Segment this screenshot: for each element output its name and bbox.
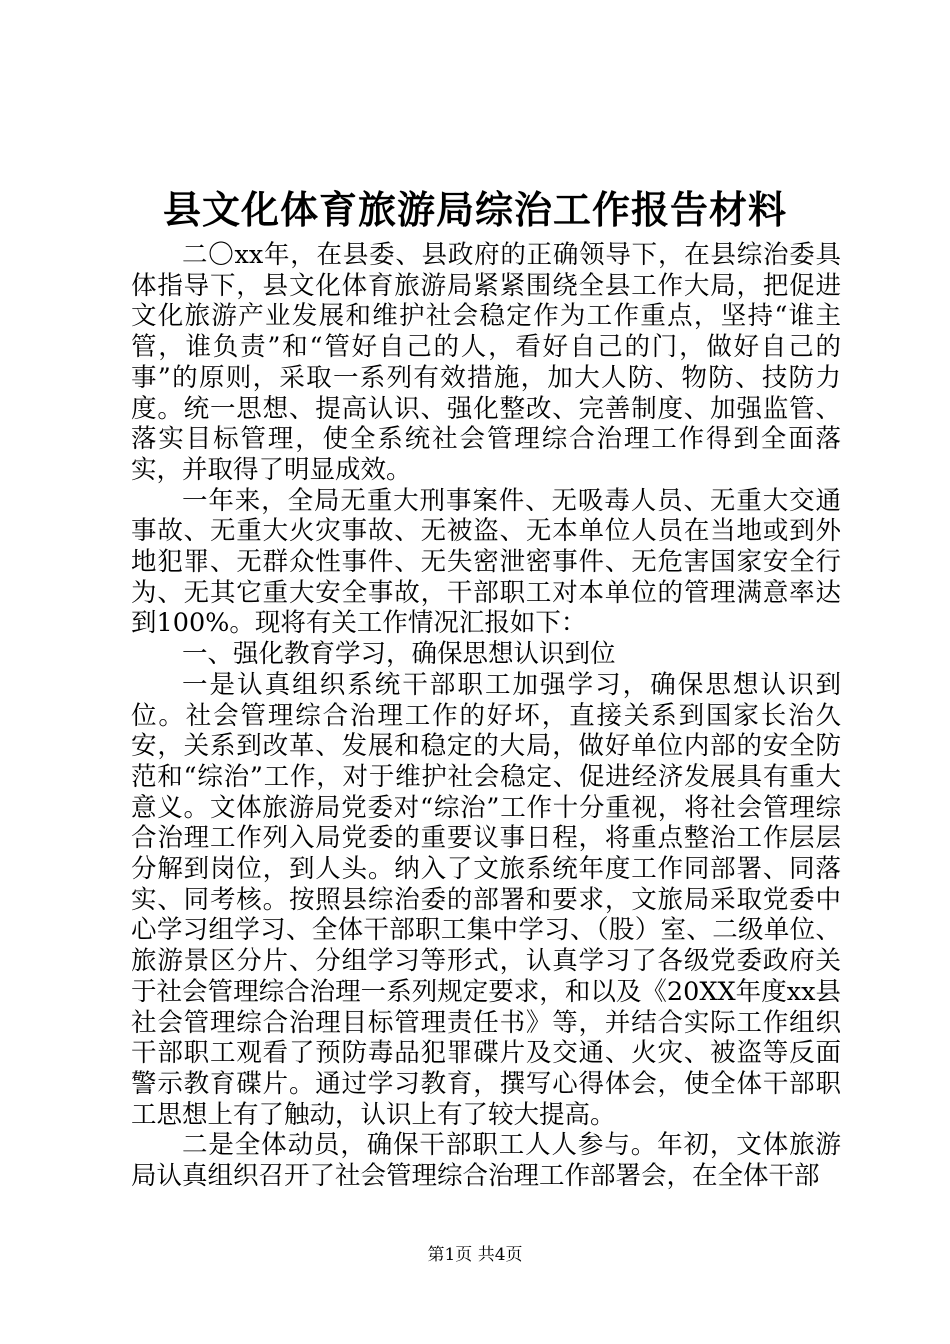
document-body (131, 240, 841, 1192)
document-title: 县文化体育旅游局综治工作报告材料 (162, 187, 787, 232)
page-footer: 第1页 共4页 (427, 1245, 523, 1265)
paragraph-point-one: 一是认真组织系统干部职工加强学习，确保思想认识到位。社会管理综合治理工作的好坏，直接关系到国家长治久安，关系到改革、发展和稳定的大局，做好单位内部的安全防范和“综治”工作，对于维护社会稳定、促进经济发展具有重大意义。文体旅游局党委对“综治”工作十分重视，将社会管理综合治理工作列入局党委的重要议事日程，将重点整治工作层层分解到岗位，到人头。纳入了文旅系统年度工作同部署、同落实、同考核。按照县综治委的部署和要求，文旅局采取党委中心学习组学习、全体干部职工集中学习、（股）室、二级单位、旅游景区分片、分组学习等形式，认真学习了各级党委政府关于社会管理综合治理一系列规定要求，和以及《20XX年度xx县社会管理综合治理目标管理责任书》等，并结合实际工作组织干部职工观看了预防毒品犯罪碟片及交通、火灾、被盗等反面警示教育碟片。通过学习教育，撰写心得体会，使全体干部职工思想上有了触动，认识上有了较大提高。 (131, 669, 841, 1130)
paragraph-point-two: 二是全体动员，确保干部职工人人参与。年初，文体旅游局认真组织召开了社会管理综合治理工作部署会，在全体干部 (131, 1130, 841, 1192)
paragraph-summary: 一年来，全局无重大刑事案件、无吸毒人员、无重大交通事故、无重大火灾事故、无被盗、无本单位人员在当地或到外地犯罪、无群众性事件、无失密泄密事件、无危害国家安全行为、无其它重大安全事故，干部职工对本单位的管理满意率达到100%。现将有关工作情况汇报如下： (131, 485, 841, 639)
section-heading: 一、强化教育学习，确保思想认识到位 (182, 639, 616, 670)
paragraph-intro: 二〇xx年，在县委、县政府的正确领导下，在县综治委具体指导下，县文化体育旅游局紧紧围绕全县工作大局，把促进文化旅游产业发展和维护社会稳定作为工作重点，坚持“谁主管，谁负责”和“管好自己的人，看好自己的门，做好自己的事”的原则，采取一系列有效措施，加大人防、物防、技防力度。统一思想、提高认识、强化整改、完善制度、加强监管、落实目标管理，使全系统社会管理综合治理工作得到全面落实，并取得了明显成效。 (131, 240, 841, 485)
